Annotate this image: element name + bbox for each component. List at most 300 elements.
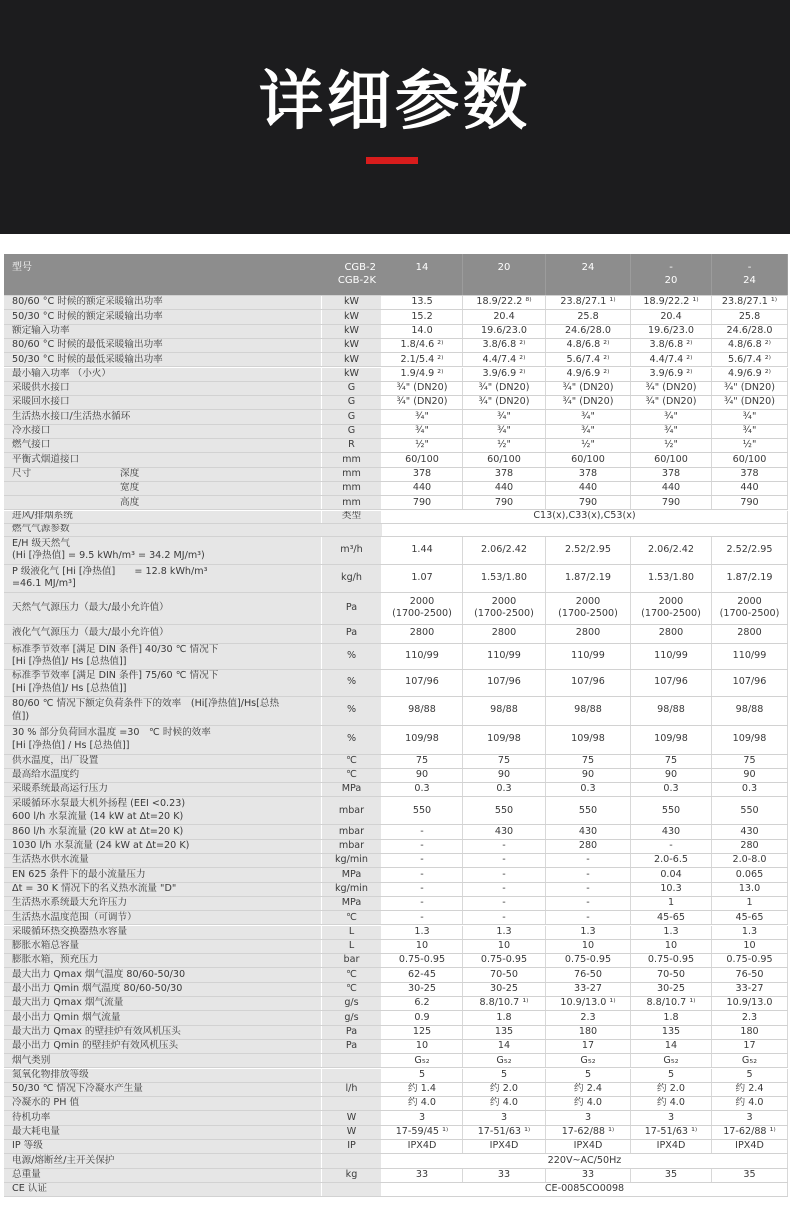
model-column-header <box>463 254 546 295</box>
row-value: 75 <box>712 755 788 768</box>
row-value: 75 <box>463 755 546 768</box>
row-unit: bar <box>322 954 382 967</box>
row-value: 440 <box>712 482 788 495</box>
row-value: 378 <box>631 468 712 481</box>
row-value: 90 <box>631 769 712 782</box>
row-value: 4.8/6.8 ²⁾ <box>712 339 788 352</box>
table-row <box>4 396 788 410</box>
row-value: - <box>382 840 463 853</box>
row-value: 17-51/63 ¹⁾ <box>463 1126 546 1139</box>
row-value: 2.0-6.5 <box>631 854 712 867</box>
row-unit: Pa <box>322 593 382 624</box>
row-unit: Pa <box>322 1026 382 1039</box>
row-value: 70-50 <box>463 968 546 981</box>
row-value: 35 <box>631 1169 712 1182</box>
row-label: 最小输入功率 （小火） <box>4 368 322 381</box>
row-value: 35 <box>712 1169 788 1182</box>
row-label: 生活热水系统最大允许压力 <box>4 897 322 910</box>
row-value: 33-27 <box>712 983 788 996</box>
row-value: 110/99 <box>712 644 788 669</box>
row-value: 25.8 <box>712 310 788 323</box>
row-label: 烟气类别 <box>4 1054 322 1067</box>
row-value: - <box>463 840 546 853</box>
row-value: 10.3 <box>631 883 712 896</box>
row-value: 8.8/10.7 ¹⁾ <box>631 997 712 1010</box>
row-value: 430 <box>546 825 631 838</box>
row-label: 最大出力 Qmax 烟气温度 80/60-50/30 <box>4 968 322 981</box>
row-value: 3 <box>546 1111 631 1124</box>
row-unit: IP <box>322 1140 382 1153</box>
model-column-cgb2: 14 <box>415 262 429 274</box>
row-value: 110/99 <box>463 644 546 669</box>
table-row <box>4 769 788 783</box>
row-value: 14 <box>631 1040 712 1053</box>
row-unit: G <box>322 410 382 423</box>
table-row <box>4 1054 788 1068</box>
row-value: 440 <box>546 482 631 495</box>
row-unit <box>322 1154 382 1167</box>
table-row <box>4 797 788 825</box>
row-value: 90 <box>712 769 788 782</box>
row-label: 采暖系统最高运行压力 <box>4 783 322 796</box>
row-value: 18.9/22.2 ⁸⁾ <box>463 296 546 309</box>
row-label: 80/60 ℃ 情况下额定负荷条件下的效率 (Hi[净热值]/Hs[总热 值]) <box>4 697 322 725</box>
row-unit: mbar <box>322 825 382 838</box>
row-span-value: 220V~AC/50Hz <box>382 1154 788 1167</box>
row-label: 供水温度，出厂设置 <box>4 755 322 768</box>
row-value: G₅₂ <box>631 1054 712 1067</box>
row-unit: 类型 <box>322 511 382 523</box>
row-value: 790 <box>631 496 712 509</box>
row-value: 1.3 <box>463 926 546 939</box>
row-unit: ℃ <box>322 968 382 981</box>
row-value: 550 <box>546 797 631 824</box>
row-value: 15.2 <box>382 310 463 323</box>
row-label: 冷水接口 <box>4 425 322 438</box>
row-value: 790 <box>712 496 788 509</box>
row-label: 待机功率 <box>4 1111 322 1124</box>
row-value: ¾" (DN20) <box>463 382 546 395</box>
table-row <box>4 1083 788 1097</box>
model-column-cgb2: - <box>747 262 752 273</box>
row-value: 75 <box>382 755 463 768</box>
row-value: ¾" <box>546 410 631 423</box>
row-value: 17-62/88 ¹⁾ <box>546 1126 631 1139</box>
row-value: 10.9/13.0 ¹⁾ <box>546 997 631 1010</box>
row-unit: kg/min <box>322 854 382 867</box>
row-value: - <box>546 868 631 881</box>
row-unit: kW <box>322 368 382 381</box>
table-row <box>4 593 788 625</box>
model-label: 型号 <box>12 262 32 273</box>
row-unit: m³/h <box>322 537 382 564</box>
row-value: 33 <box>382 1169 463 1182</box>
row-value: 17 <box>712 1040 788 1053</box>
row-value: 2000 (1700-2500) <box>631 593 712 624</box>
row-label: 80/60 °C 时候的额定采暖输出功率 <box>4 296 322 309</box>
table-row <box>4 840 788 854</box>
row-label: 总重量 <box>4 1169 322 1182</box>
row-value: 0.9 <box>382 1011 463 1024</box>
row-value: 98/88 <box>712 697 788 725</box>
table-row <box>4 1126 788 1140</box>
row-value: 790 <box>463 496 546 509</box>
row-value: - <box>546 897 631 910</box>
row-label: 最高给水温度约 <box>4 769 322 782</box>
row-value: 4.4/7.4 ²⁾ <box>631 353 712 366</box>
table-row <box>4 368 788 382</box>
row-value: 6.2 <box>382 997 463 1010</box>
row-value: 2800 <box>382 625 463 643</box>
row-value: ½" <box>463 439 546 452</box>
row-value: 440 <box>463 482 546 495</box>
row-value: 3 <box>631 1111 712 1124</box>
row-label: 采暖供水接口 <box>4 382 322 395</box>
row-value: 5.6/7.4 ²⁾ <box>546 353 631 366</box>
row-label: 天然气气源压力（最大/最小允许值） <box>4 593 322 624</box>
row-label: 生活热水接口/生活热水循环 <box>4 410 322 423</box>
model-column-cgb2: 20 <box>497 262 511 274</box>
row-value: 2.1/5.4 ²⁾ <box>382 353 463 366</box>
row-value: - <box>463 854 546 867</box>
row-unit: kW <box>322 325 382 338</box>
row-value: 约 4.0 <box>546 1097 631 1110</box>
model-names-cell <box>322 254 382 295</box>
row-value: 107/96 <box>631 670 712 696</box>
row-value: - <box>463 911 546 924</box>
row-value: 0.3 <box>631 783 712 796</box>
row-label: IP 等级 <box>4 1140 322 1153</box>
row-value: 14 <box>463 1040 546 1053</box>
row-value: 4.9/6.9 ²⁾ <box>546 368 631 381</box>
table-row <box>4 1111 788 1125</box>
row-value: 约 4.0 <box>382 1097 463 1110</box>
row-label: 平衡式烟道接口 <box>4 453 322 466</box>
row-unit <box>322 1183 382 1196</box>
table-row <box>4 983 788 997</box>
row-label: 额定输入功率 <box>4 325 322 338</box>
row-value: 2.0-8.0 <box>712 854 788 867</box>
row-value: 1.3 <box>382 926 463 939</box>
row-value: 280 <box>546 840 631 853</box>
table-row <box>4 825 788 839</box>
row-label: 50/30 ℃ 情况下冷凝水产生量 <box>4 1083 322 1096</box>
table-row <box>4 783 788 797</box>
row-unit: G <box>322 382 382 395</box>
row-value: 2000 (1700-2500) <box>382 593 463 624</box>
row-value: 76-50 <box>712 968 788 981</box>
row-label: E/H 级天然气 (Hi [净热值] = 9.5 kWh/m³ = 34.2 MJ/m³) <box>4 537 322 564</box>
row-label: 氮氧化物排放等级 <box>4 1069 322 1082</box>
row-value: 20.4 <box>631 310 712 323</box>
row-label: 采暖回水接口 <box>4 396 322 409</box>
row-value: 30-25 <box>631 983 712 996</box>
row-value: 4.8/6.8 ²⁾ <box>546 339 631 352</box>
row-value: - <box>382 911 463 924</box>
header-gap <box>0 234 790 254</box>
row-value: G₅₂ <box>382 1054 463 1067</box>
row-label: 冷凝水的 PH 值 <box>4 1097 322 1110</box>
row-value: 13.0 <box>712 883 788 896</box>
row-label: 1030 l/h 水泵流量 (24 kW at Δt=20 K) <box>4 840 322 853</box>
row-value: 5 <box>631 1069 712 1082</box>
row-value: - <box>463 883 546 896</box>
table-row <box>4 410 788 424</box>
row-value: 约 4.0 <box>712 1097 788 1110</box>
row-value: - <box>463 868 546 881</box>
row-value: 约 4.0 <box>463 1097 546 1110</box>
row-value: 1 <box>712 897 788 910</box>
row-value: ¾" <box>463 425 546 438</box>
row-value: ¾" <box>712 410 788 423</box>
row-label: 膨胀水箱总容量 <box>4 940 322 953</box>
row-value: 1.9/4.9 ²⁾ <box>382 368 463 381</box>
row-value: - <box>463 897 546 910</box>
row-value: 125 <box>382 1026 463 1039</box>
row-value: 1.3 <box>712 926 788 939</box>
row-value: - <box>546 854 631 867</box>
row-value: 109/98 <box>382 726 463 754</box>
row-label: 50/30 °C 时候的额定采暖输出功率 <box>4 310 322 323</box>
table-row <box>4 897 788 911</box>
row-value: ¾" <box>631 410 712 423</box>
table-row <box>4 868 788 882</box>
table-row <box>4 524 788 537</box>
table-row <box>4 296 788 310</box>
row-value: 2.06/2.42 <box>631 537 712 564</box>
row-unit: kW <box>322 296 382 309</box>
row-value: 90 <box>382 769 463 782</box>
row-value: 75 <box>631 755 712 768</box>
row-value: 20.4 <box>463 310 546 323</box>
row-value: 109/98 <box>463 726 546 754</box>
row-value: 0.75-0.95 <box>463 954 546 967</box>
row-value: 107/96 <box>382 670 463 696</box>
row-value: 90 <box>463 769 546 782</box>
row-label: 最大耗电量 <box>4 1126 322 1139</box>
row-unit: ℃ <box>322 755 382 768</box>
row-value: - <box>382 854 463 867</box>
row-value: 10 <box>546 940 631 953</box>
row-unit: kW <box>322 310 382 323</box>
row-label: EN 625 条件下的最小流量压力 <box>4 868 322 881</box>
row-value: 2.52/2.95 <box>712 537 788 564</box>
row-value: 62-45 <box>382 968 463 981</box>
table-row <box>4 425 788 439</box>
row-value: 约 2.0 <box>463 1083 546 1096</box>
row-unit: mbar <box>322 797 382 824</box>
row-value: - <box>546 911 631 924</box>
row-label: 采暖循环水泵最大机外扬程 (EEI <0.23) 600 l/h 水泵流量 (14 kW at Δt=20 K) <box>4 797 322 824</box>
row-value: 8.8/10.7 ¹⁾ <box>463 997 546 1010</box>
row-unit: ℃ <box>322 983 382 996</box>
table-row <box>4 1169 788 1183</box>
row-value: 1.07 <box>382 565 463 592</box>
row-value: 109/98 <box>712 726 788 754</box>
row-unit: % <box>322 670 382 696</box>
row-value: 1.3 <box>631 926 712 939</box>
row-value: 2800 <box>546 625 631 643</box>
row-value: 17-62/88 ¹⁾ <box>712 1126 788 1139</box>
row-unit: MPa <box>322 897 382 910</box>
table-row <box>4 482 788 496</box>
row-value: ¾" <box>382 425 463 438</box>
row-value: 430 <box>631 825 712 838</box>
row-value: ½" <box>631 439 712 452</box>
row-unit: % <box>322 697 382 725</box>
row-value: 25.8 <box>546 310 631 323</box>
table-row <box>4 496 788 510</box>
table-row <box>4 310 788 324</box>
table-row <box>4 1183 788 1197</box>
row-value: ¾" (DN20) <box>382 382 463 395</box>
row-label: 最大出力 Qmax 烟气流量 <box>4 997 322 1010</box>
row-value: 10 <box>382 940 463 953</box>
row-value: 0.04 <box>631 868 712 881</box>
row-value: 17-59/45 ¹⁾ <box>382 1126 463 1139</box>
row-value: 13.5 <box>382 296 463 309</box>
row-value: 180 <box>546 1026 631 1039</box>
row-unit: kW <box>322 353 382 366</box>
row-value: IPX4D <box>382 1140 463 1153</box>
row-value: - <box>382 883 463 896</box>
model-column-header <box>712 254 788 295</box>
row-value: 135 <box>463 1026 546 1039</box>
row-value: 550 <box>712 797 788 824</box>
row-value: 550 <box>631 797 712 824</box>
row-value: IPX4D <box>631 1140 712 1153</box>
row-value: ¾" (DN20) <box>631 396 712 409</box>
row-value: 2.52/2.95 <box>546 537 631 564</box>
table-row <box>4 1154 788 1168</box>
table-row <box>4 926 788 940</box>
row-value: 3 <box>712 1111 788 1124</box>
row-unit: mm <box>322 468 382 481</box>
row-value: 60/100 <box>546 453 631 466</box>
row-value: ½" <box>382 439 463 452</box>
row-value: 1.53/1.80 <box>463 565 546 592</box>
row-value: ¾" <box>463 410 546 423</box>
row-value: 60/100 <box>631 453 712 466</box>
row-unit: MPa <box>322 783 382 796</box>
row-value: 33-27 <box>546 983 631 996</box>
row-value: 3.9/6.9 ²⁾ <box>463 368 546 381</box>
row-value: 3 <box>463 1111 546 1124</box>
row-value: 1.8 <box>631 1011 712 1024</box>
row-value: 2.06/2.42 <box>463 537 546 564</box>
row-value: 790 <box>382 496 463 509</box>
row-value: 4.4/7.4 ²⁾ <box>463 353 546 366</box>
row-value: 14.0 <box>382 325 463 338</box>
table-row <box>4 339 788 353</box>
table-header-row <box>4 254 788 296</box>
row-value: 10 <box>382 1040 463 1053</box>
model-label-cell <box>4 254 322 295</box>
row-value: 30-25 <box>382 983 463 996</box>
row-value: 2800 <box>712 625 788 643</box>
table-row <box>4 439 788 453</box>
row-value: 440 <box>631 482 712 495</box>
row-value: IPX4D <box>712 1140 788 1153</box>
table-row <box>4 997 788 1011</box>
row-value: 3.8/6.8 ²⁾ <box>631 339 712 352</box>
row-label: 50/30 °C 时候的最低采暖输出功率 <box>4 353 322 366</box>
row-value: 550 <box>463 797 546 824</box>
row-value: 2.3 <box>712 1011 788 1024</box>
row-label: Δt = 30 K 情况下的名义热水流量 "D" <box>4 883 322 896</box>
row-label: 电源/熔断丝/主开关保护 <box>4 1154 322 1167</box>
row-value: G₅₂ <box>712 1054 788 1067</box>
row-sublabel: 高度 <box>120 496 140 508</box>
row-value: 107/96 <box>463 670 546 696</box>
row-span-value: C13(x),C33(x),C53(x) <box>382 511 788 523</box>
row-value: ½" <box>546 439 631 452</box>
table-row <box>4 325 788 339</box>
row-value: 2000 (1700-2500) <box>712 593 788 624</box>
row-value: 0.3 <box>382 783 463 796</box>
row-unit <box>322 1069 382 1082</box>
row-value: ½" <box>712 439 788 452</box>
row-unit: g/s <box>322 997 382 1010</box>
row-label: 液化气气源压力（最大/最小允许值） <box>4 625 322 643</box>
row-unit: kW <box>322 339 382 352</box>
row-value: 0.065 <box>712 868 788 881</box>
row-value: 3.8/6.8 ²⁾ <box>463 339 546 352</box>
row-label: CE 认证 <box>4 1183 322 1196</box>
row-unit: l/h <box>322 1083 382 1096</box>
row-value: ¾" (DN20) <box>712 382 788 395</box>
row-value: IPX4D <box>546 1140 631 1153</box>
table-row <box>4 353 788 367</box>
row-value: 10 <box>631 940 712 953</box>
table-row <box>4 468 788 482</box>
row-value: 19.6/23.0 <box>463 325 546 338</box>
row-span-value: CE-0085CO0098 <box>382 1183 788 1196</box>
model-column-cgb2k: 24 <box>743 274 756 286</box>
table-row <box>4 755 788 769</box>
row-unit <box>322 1054 382 1067</box>
row-value: ¾" <box>712 425 788 438</box>
row-value: 5 <box>382 1069 463 1082</box>
model-name-cgb2: CGB-2 <box>344 262 376 273</box>
title-accent-bar <box>366 157 418 164</box>
row-value: ¾" (DN20) <box>631 382 712 395</box>
row-value: 107/96 <box>712 670 788 696</box>
row-value: 33 <box>546 1169 631 1182</box>
row-value: 0.75-0.95 <box>546 954 631 967</box>
row-value: 790 <box>546 496 631 509</box>
row-value: 378 <box>382 468 463 481</box>
page-header <box>0 0 790 234</box>
row-label: 燃气气源参数 <box>4 524 382 536</box>
table-row <box>4 911 788 925</box>
table-row <box>4 726 788 755</box>
table-row <box>4 1026 788 1040</box>
row-value: 10 <box>463 940 546 953</box>
table-row <box>4 625 788 644</box>
row-value: G₅₂ <box>546 1054 631 1067</box>
row-value: 1.87/2.19 <box>712 565 788 592</box>
row-unit: ℃ <box>322 911 382 924</box>
row-label: 生活热水供水流量 <box>4 854 322 867</box>
row-value: 约 2.4 <box>546 1083 631 1096</box>
row-value: 1.8/4.6 ²⁾ <box>382 339 463 352</box>
row-value: 107/96 <box>546 670 631 696</box>
row-value: G₅₂ <box>463 1054 546 1067</box>
page-title: 详细参数 <box>259 65 531 139</box>
row-unit: kg <box>322 1169 382 1182</box>
row-value: 378 <box>546 468 631 481</box>
